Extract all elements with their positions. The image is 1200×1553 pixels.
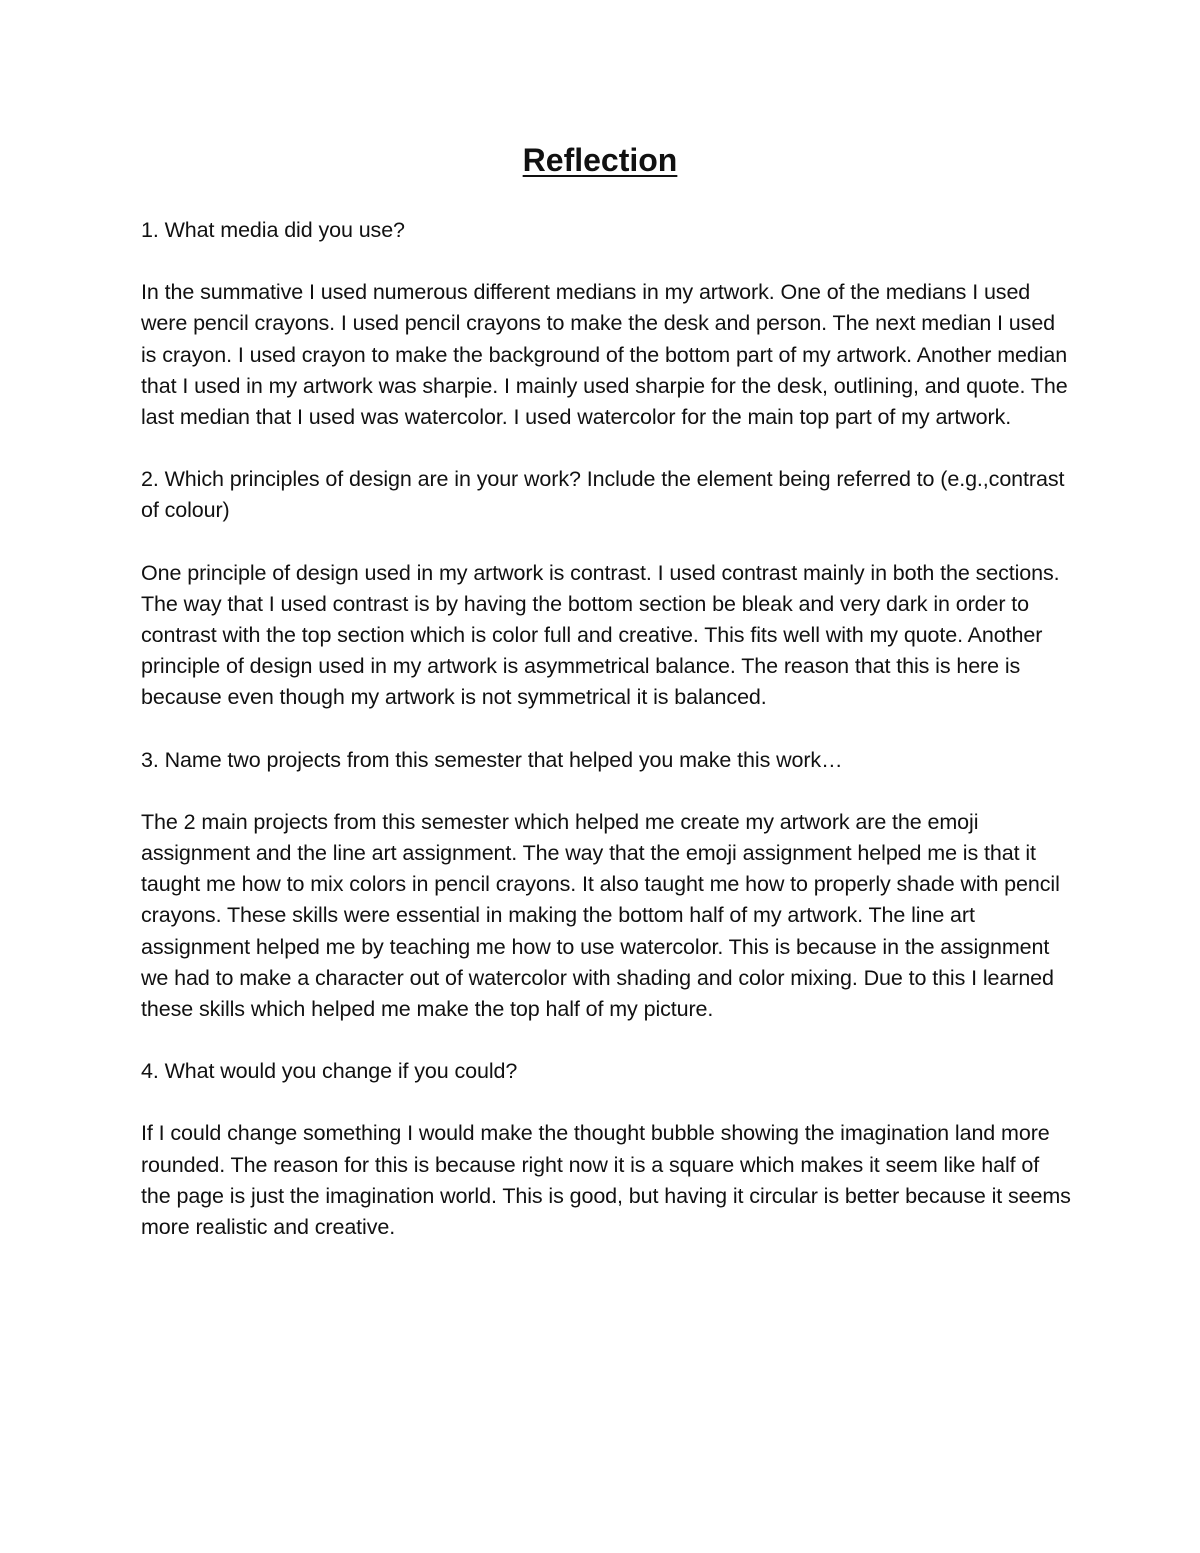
answer-3: The 2 main projects from this semester which helped me create my artwork are the emoji assignment and the line art assignment. The way that the emoji assignment helped me is that it taught me how to mix colors in pencil crayons. It also taught me how to properly shade with pencil crayons. These skills were essential in making the bottom half of my artwork. The line art assignment helped me by teaching me how to use watercolor. This is because in the assignment we had to make a character out of watercolor with shading and color mixing. Due to this I learned these skills which helped me make the top half of my picture. bbox=[141, 809, 1060, 1022]
question-2: 2. Which principles of design are in your work? Include the element being referred to (e.g.,contrast of colour) bbox=[141, 467, 1065, 523]
answer-4: If I could change something I would make the thought bubble showing the imagination land more rounded. The reason for this is because right now it is a square which makes it seem like half of the page is just the imagination world. This is good, but having it circular is better because it seems more realistic and creative. bbox=[141, 1121, 1071, 1240]
question-1: 1. What media did you use? bbox=[141, 218, 405, 242]
question-3: 3. Name two projects from this semester that helped you make this work… bbox=[141, 747, 843, 772]
page-title: Reflection bbox=[522, 142, 678, 178]
answer-2: One principle of design used in my artwork is contrast. I used contrast mainly in both the sections. The way that I used contrast is by having the bottom section be bleak and very dark in order to contrast with the top section which is color full and creative. This fits well with my quote. Another principle of design used in my artwork is asymmetrical balance. The reason that this is here is because even though my artwork is not symmetrical it is balanced. bbox=[141, 560, 1060, 710]
answer-1: In the summative I used numerous different medians in my artwork. One of the medians I used were pencil crayons. I used pencil crayons to make the desk and person. The next median I used is crayon. I used crayon to make the background of the bottom part of my artwork. Another median that I used in my artwork was sharpie. I mainly used sharpie for the desk, outlining, and quote. The last median that I used was watercolor. I used watercolor for the main top part of my artwork. bbox=[141, 280, 1068, 430]
question-4: 4. What would you change if you could? bbox=[141, 1059, 518, 1084]
document-body bbox=[141, 215, 1071, 1274]
